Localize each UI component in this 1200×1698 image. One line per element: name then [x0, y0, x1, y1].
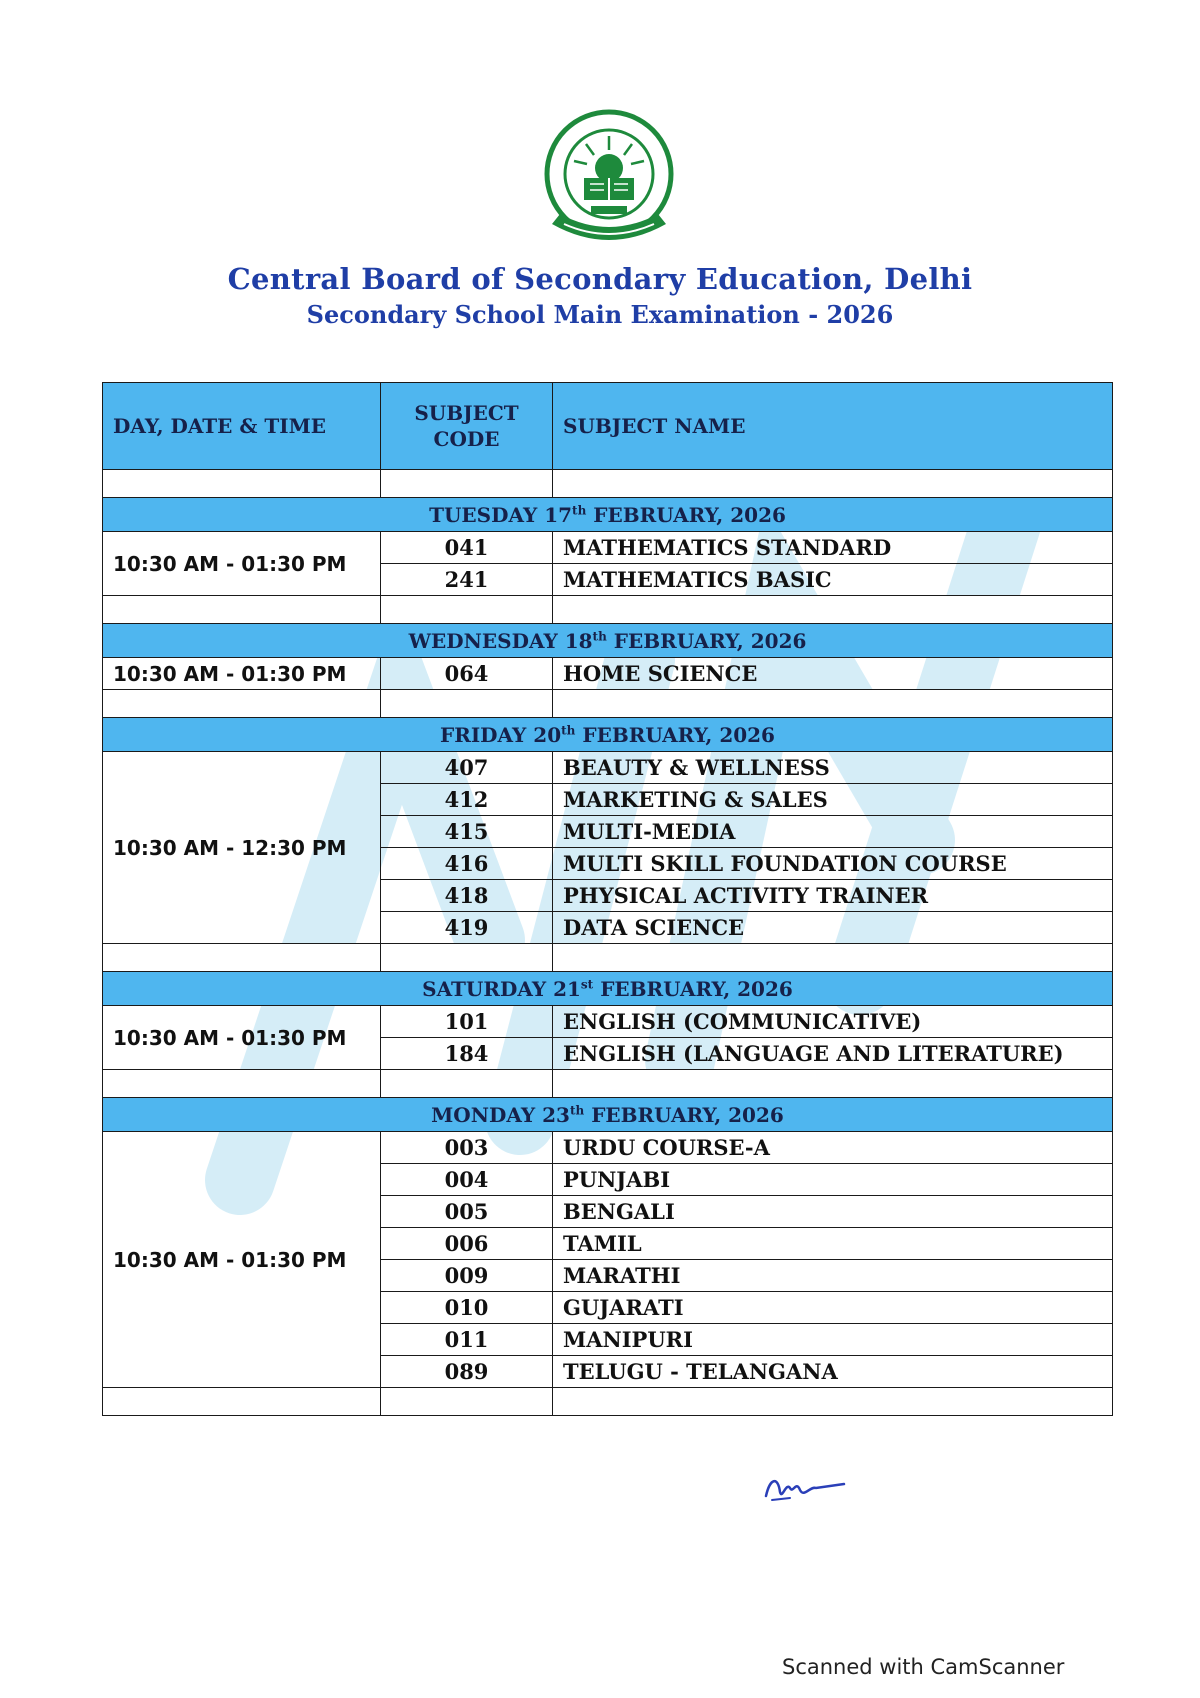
day-ordinal-suffix: th: [569, 1102, 585, 1117]
subject-name: HOME SCIENCE: [553, 658, 1113, 690]
subject-code: 241: [381, 564, 553, 596]
day-header-row: [103, 1098, 1113, 1132]
blank-row: [103, 1070, 1113, 1098]
subject-code: 041: [381, 532, 553, 564]
subject-code: 010: [381, 1292, 553, 1324]
subject-name: URDU COURSE-A: [553, 1132, 1113, 1164]
scanner-watermark-text: Scanned with CamScanner: [782, 1655, 1065, 1679]
day-month-year: FEBRUARY, 2026: [586, 502, 786, 527]
subject-name: MANIPURI: [553, 1324, 1113, 1356]
subject-name: ENGLISH (LANGUAGE AND LITERATURE): [553, 1038, 1113, 1070]
day-date-label: [103, 718, 1113, 752]
subject-code: 412: [381, 784, 553, 816]
subject-name: MATHEMATICS BASIC: [553, 564, 1113, 596]
day-month-year: FEBRUARY, 2026: [584, 1102, 784, 1127]
subject-name: PUNJABI: [553, 1164, 1113, 1196]
subject-code: 064: [381, 658, 553, 690]
day-weekday: SATURDAY 21: [422, 976, 581, 1001]
cbse-logo-icon: [534, 106, 684, 256]
subject-code: 101: [381, 1006, 553, 1038]
table-row: [103, 1006, 1113, 1038]
subject-code: 418: [381, 880, 553, 912]
subject-name: TELUGU - TELANGANA: [553, 1356, 1113, 1388]
exam-time: 10:30 AM - 01:30 PM: [103, 532, 381, 596]
subject-code: 407: [381, 752, 553, 784]
day-date-label: [103, 972, 1113, 1006]
day-date-label: [103, 1098, 1113, 1132]
day-header-row: [103, 718, 1113, 752]
subject-code: 004: [381, 1164, 553, 1196]
day-ordinal-suffix: th: [572, 502, 587, 517]
blank-row: [103, 1388, 1113, 1416]
subject-name: BEAUTY & WELLNESS: [553, 752, 1113, 784]
day-month-year: FEBRUARY, 2026: [593, 976, 793, 1001]
table-row: [103, 752, 1113, 784]
day-month-year: FEBRUARY, 2026: [606, 628, 807, 653]
table-row: [103, 532, 1113, 564]
day-header-row: [103, 972, 1113, 1006]
day-header-row: [103, 624, 1113, 658]
day-weekday: FRIDAY 20: [440, 722, 562, 747]
datesheet-table: [102, 382, 1113, 1416]
subject-name: MATHEMATICS STANDARD: [553, 532, 1113, 564]
column-header-day-date-time: DAY, DATE & TIME: [103, 383, 381, 470]
day-weekday: TUESDAY 17: [429, 502, 573, 527]
subject-code: 089: [381, 1356, 553, 1388]
subject-name: DATA SCIENCE: [553, 912, 1113, 944]
subject-name: PHYSICAL ACTIVITY TRAINER: [553, 880, 1113, 912]
subject-name: TAMIL: [553, 1228, 1113, 1260]
signature-icon: [760, 1470, 850, 1506]
column-header-subject-code: [381, 383, 553, 470]
column-header-subject-name: SUBJECT NAME: [553, 383, 1113, 470]
subject-code: 011: [381, 1324, 553, 1356]
subject-code: 184: [381, 1038, 553, 1070]
day-ordinal-suffix: st: [580, 976, 594, 991]
datesheet-body: [103, 383, 1113, 1416]
subject-code: 006: [381, 1228, 553, 1260]
subject-code: 005: [381, 1196, 553, 1228]
day-date-label: [103, 624, 1113, 658]
exam-time: 10:30 AM - 01:30 PM: [103, 1006, 381, 1070]
subject-code: 003: [381, 1132, 553, 1164]
subject-name: MARKETING & SALES: [553, 784, 1113, 816]
day-ordinal-suffix: th: [592, 628, 607, 643]
day-ordinal-suffix: th: [561, 722, 576, 737]
blank-row: [103, 470, 1113, 498]
blank-row: [103, 944, 1113, 972]
subject-code: 419: [381, 912, 553, 944]
exam-time: 10:30 AM - 01:30 PM: [103, 1132, 381, 1388]
subject-code: 416: [381, 848, 553, 880]
day-month-year: FEBRUARY, 2026: [575, 722, 775, 747]
blank-row: [103, 596, 1113, 624]
subject-name: MARATHI: [553, 1260, 1113, 1292]
subject-code: 415: [381, 816, 553, 848]
exam-time: 10:30 AM - 12:30 PM: [103, 752, 381, 944]
day-weekday: WEDNESDAY 18: [408, 628, 593, 653]
blank-row: [103, 690, 1113, 718]
subject-name: MULTI SKILL FOUNDATION COURSE: [553, 848, 1113, 880]
table-row: [103, 658, 1113, 690]
day-header-row: [103, 498, 1113, 532]
subject-name: MULTI-MEDIA: [553, 816, 1113, 848]
subject-name: GUJARATI: [553, 1292, 1113, 1324]
subject-code: 009: [381, 1260, 553, 1292]
subject-name: BENGALI: [553, 1196, 1113, 1228]
page-subtitle: Secondary School Main Examination - 2026: [306, 300, 894, 329]
table-row: [103, 1132, 1113, 1164]
day-weekday: MONDAY 23: [431, 1102, 570, 1127]
day-date-label: [103, 498, 1113, 532]
column-header-subject-code-text: SUBJECT CODE: [414, 401, 519, 451]
exam-time: 10:30 AM - 01:30 PM: [103, 658, 381, 690]
page-title: Central Board of Secondary Education, Delhi: [227, 262, 973, 296]
table-header-row: [103, 383, 1113, 470]
subject-name: ENGLISH (COMMUNICATIVE): [553, 1006, 1113, 1038]
